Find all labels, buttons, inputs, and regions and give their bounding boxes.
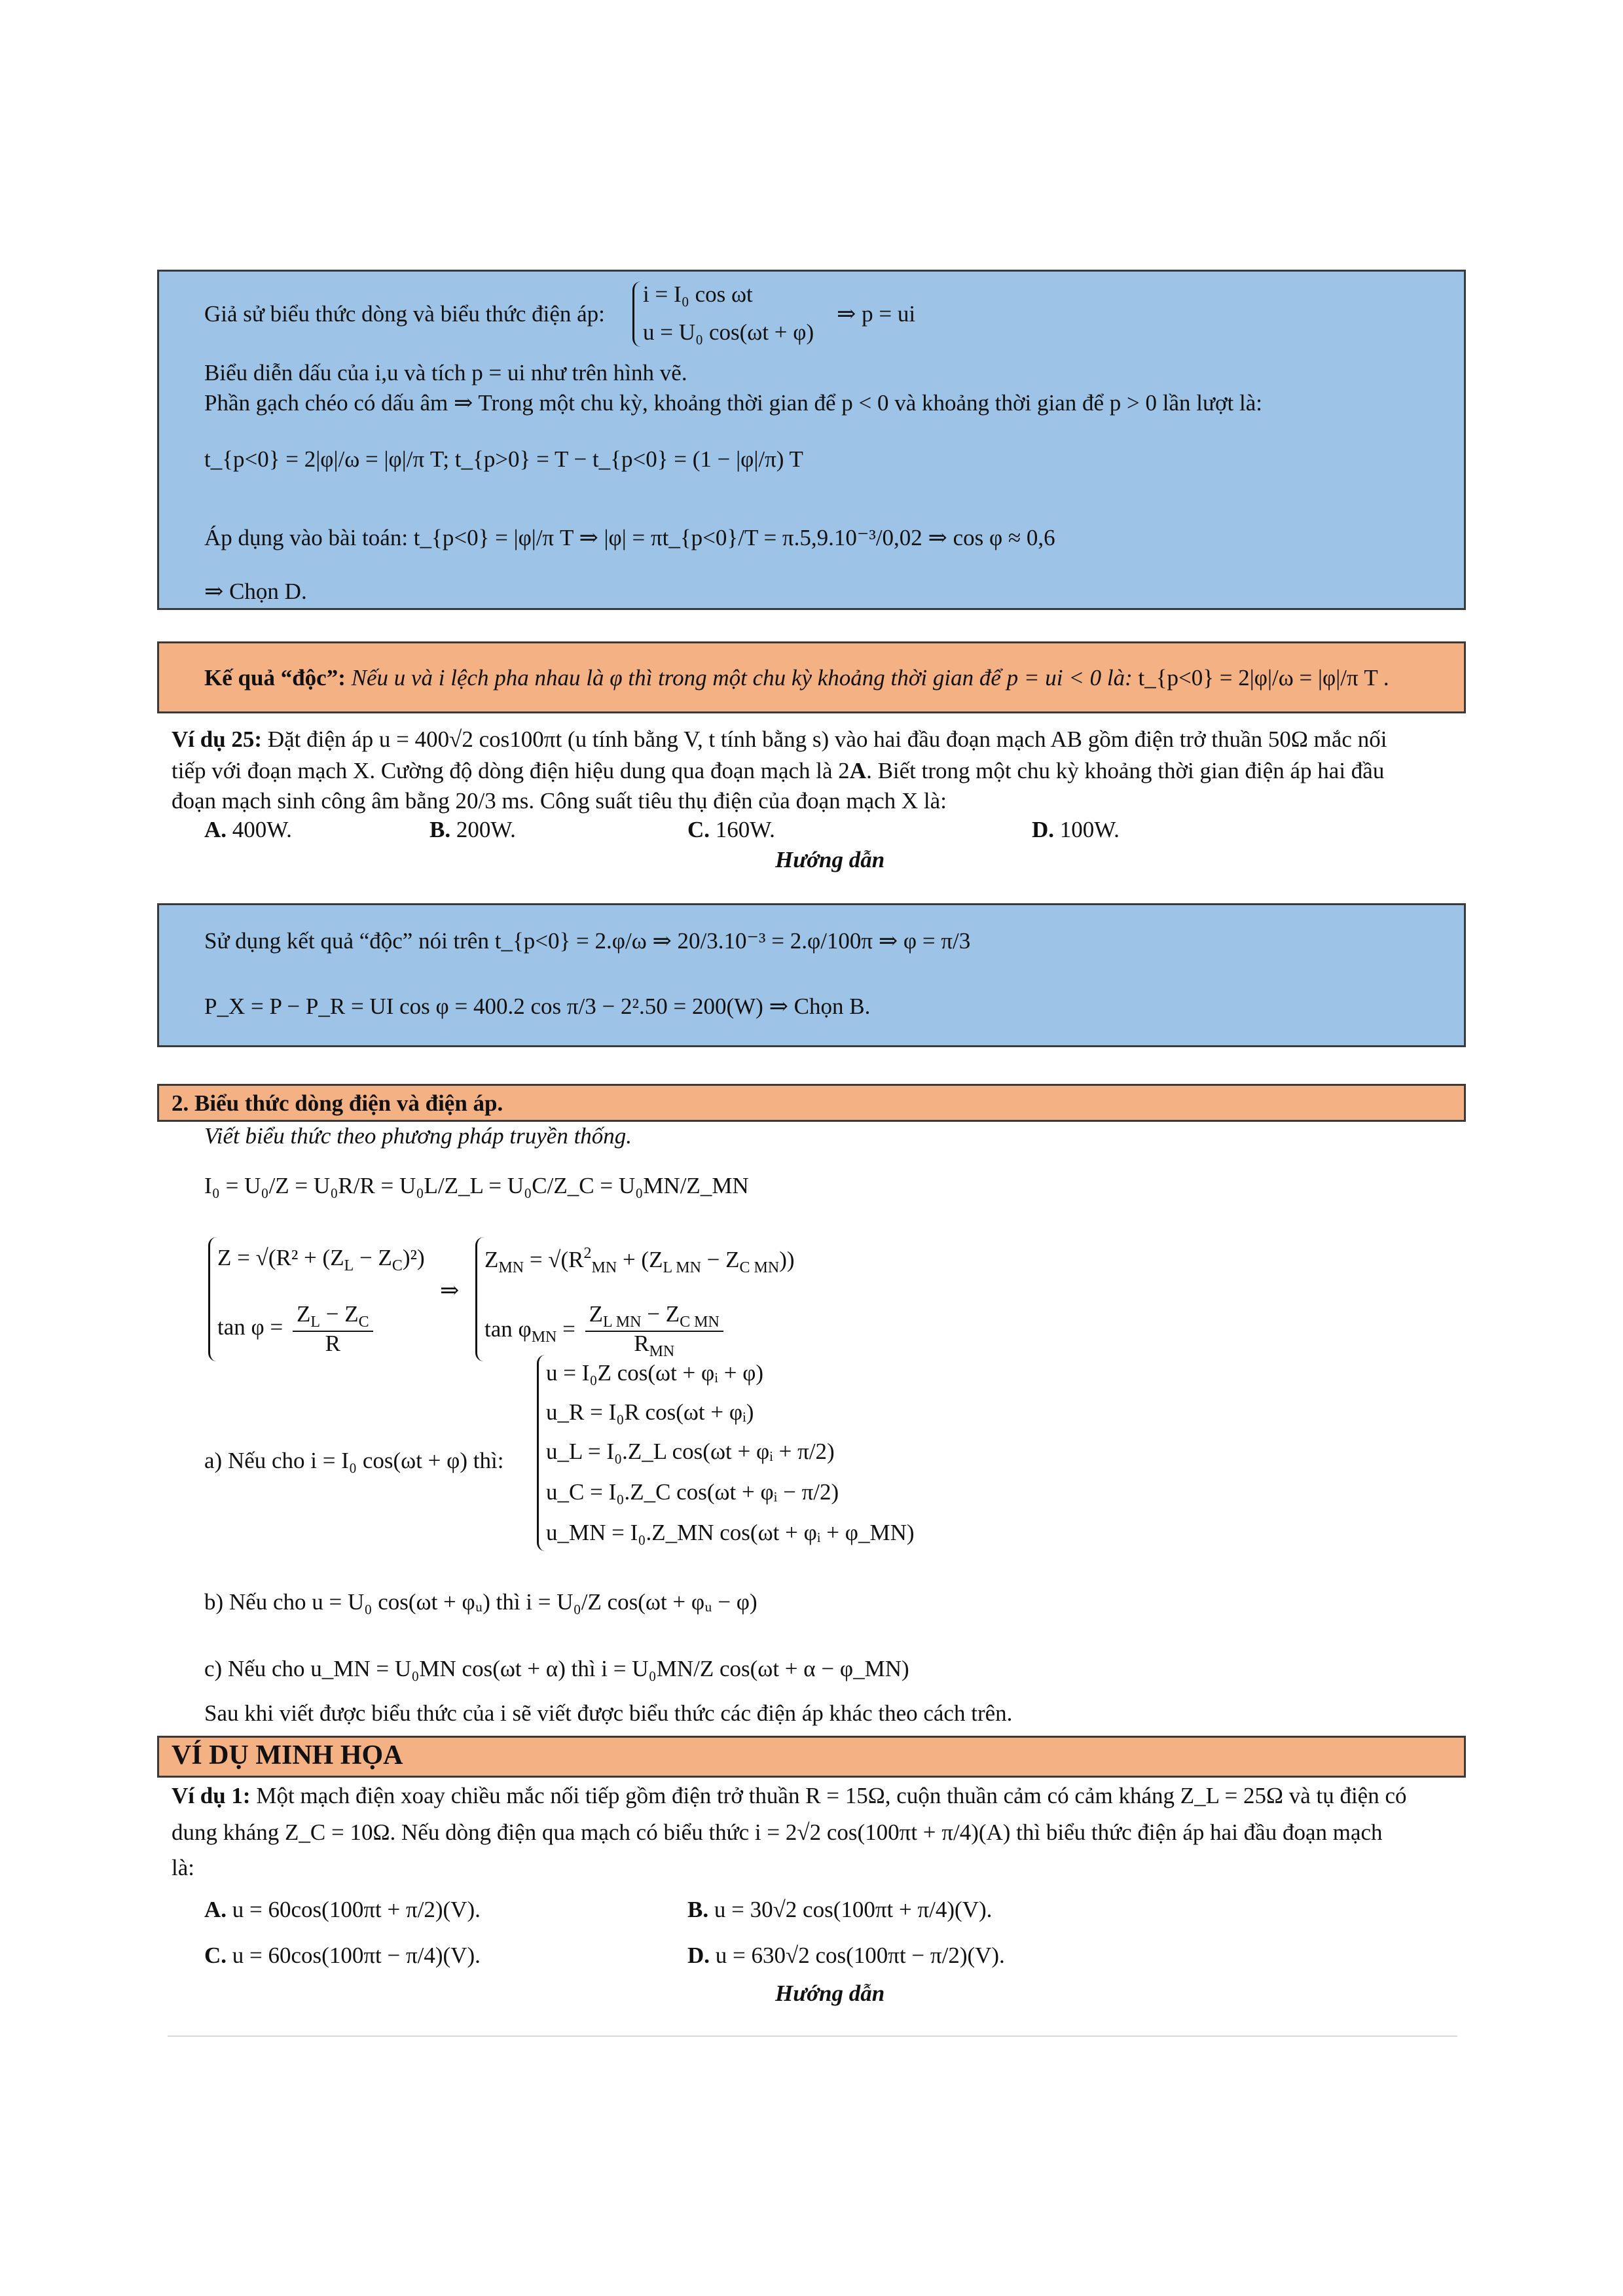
box1-line1-text: Giả sử biểu thức dòng và biểu thức điện áp: xyxy=(204,301,605,327)
result-box-content xyxy=(204,664,1389,692)
vd25-text2c: . Biết trong một chu kỳ khoảng thời gian điện áp hai đầu xyxy=(866,758,1385,783)
vd25-option-b: B. 200W. xyxy=(429,817,516,842)
vd25-guide: Hướng dẫn xyxy=(775,847,885,872)
box1-line2: Biểu diễn dấu của i,u và tích p = ui như trên hình vẽ. xyxy=(204,360,687,386)
section2-intro: Viết biểu thức theo phương pháp truyền thống. xyxy=(204,1123,632,1149)
box3-line2: P_X = P − P_R = UI cos φ = 400.2 cos π/3 − 2².50 = 200(W) ⇒ Chọn B. xyxy=(204,994,871,1019)
vd25-text1: Đặt điện áp u = 400√2 cos100πt (u tính bằng V, t tính bằng s) vào hai đầu đoạn mạch AB gồm điện trở thuần 50Ω mắc nối xyxy=(267,726,1387,752)
vd1-line1: Ví dụ 1: Một mạch điện xoay chiều mắc nối tiếp gồm điện trở thuần R = 15Ω, cuộn thuần cảm có cảm kháng Z_L = 25Ω và tụ điện có xyxy=(172,1783,1407,1808)
vd1-line3: là: xyxy=(172,1855,194,1880)
section2-heading: 2. Biểu thức dòng điện và điện áp. xyxy=(172,1090,503,1116)
case-a-text: a) Nếu cho i = I₀ cos(ωt + φ) thì: xyxy=(204,1448,504,1473)
case-a-line1: u = I₀Z cos(ωt + φᵢ + φ) xyxy=(546,1360,764,1386)
box1-system-eq2: u = U₀ cos(ωt + φ) xyxy=(643,319,814,345)
result-formula: t_{p<0} = 2|φ|/ω = |φ|/π T . xyxy=(1138,665,1389,691)
vd1-option-a: A. u = 60cos(100πt + π/2)(V). xyxy=(204,1897,481,1922)
impedance-tan: tan φ = $\frac{Z_L - Z_C}{R}$ xyxy=(217,1302,377,1356)
vd1-option-d: D. u = 630√2 cos(100πt − π/2)(V). xyxy=(687,1943,1005,1968)
impedance-arrow: ⇒ xyxy=(440,1278,460,1303)
case-a-line2: u_R = I₀R cos(ωt + φᵢ) xyxy=(546,1399,754,1425)
box1-line5-formula: Áp dụng vào bài toán: t_{p<0} = |φ|/π T ⇒ |φ| = πt_{p<0}/T = π.5,9.10⁻³/0,02 ⇒ cos φ ≈ 0,6 xyxy=(204,525,1055,550)
box1-line1-result: ⇒ p = ui xyxy=(837,301,916,327)
box1-line3: Phần gạch chéo có dấu âm ⇒ Trong một chu kỳ, khoảng thời gian để p < 0 và khoảng thời gian để p > 0 lần lượt là: xyxy=(204,390,1262,416)
vd1-line2: dung kháng Z_C = 10Ω. Nếu dòng điện qua mạch có biểu thức i = 2√2 cos(100πt + π/4)(A) thì biểu thức điện áp hai đầu đoạn mạch xyxy=(172,1820,1383,1845)
case-a-line4: u_C = I₀.Z_C cos(ωt + φᵢ − π/2) xyxy=(546,1479,839,1505)
case-a-brace xyxy=(537,1355,545,1551)
impedance-brace-right xyxy=(475,1237,484,1361)
vd1-option-c: C. u = 60cos(100πt − π/4)(V). xyxy=(204,1943,481,1968)
case-a-line5: u_MN = I₀.Z_MN cos(ωt + φᵢ + φ_MN) xyxy=(546,1520,915,1545)
box1-line6-answer: ⇒ Chọn D. xyxy=(204,579,307,604)
vd25-line3: đoạn mạch sinh công âm bằng 20/3 ms. Công suất tiêu thụ điện của đoạn mạch X là: xyxy=(172,788,947,814)
vd1-guide: Hướng dẫn xyxy=(775,1981,885,2006)
box3-line1: Sử dụng kết quả “độc” nói trên t_{p<0} = 2.φ/ω ⇒ 20/3.10⁻³ = 2.φ/100π ⇒ φ = π/3 xyxy=(204,928,971,954)
section2-eq-i0: I₀ = U₀/Z = U₀R/R = U₀L/Z_L = U₀C/Z_C = U₀MN/Z_MN xyxy=(204,1173,749,1198)
vd25-label: Ví dụ 25: xyxy=(172,726,263,752)
impedance-tanmn: $\tan \varphi_{MN}$ = $\frac{Z_{L MN} - Z_{C MN}}{R_{MN}}$ xyxy=(484,1302,727,1360)
bottom-divider xyxy=(168,2036,1457,2037)
solution-box-2 xyxy=(157,903,1466,1047)
examples-heading: VÍ DỤ MINH HỌA xyxy=(172,1740,403,1770)
impedance-brace-left xyxy=(208,1237,217,1361)
impedance-zmn: $Z_{MN} = √(R^2_{MN} + (Z_{L MN} - Z_{C MN}))$ xyxy=(484,1245,795,1276)
result-text: Nếu u và i lệch pha nhau là φ thì trong một chu kỳ khoảng thời gian để p = ui < 0 là: xyxy=(351,665,1133,691)
vd25-line1 xyxy=(172,725,1387,754)
case-c: c) Nếu cho u_MN = U₀MN cos(ωt + α) thì i = U₀MN/Z cos(ωt + α − φ_MN) xyxy=(204,1656,909,1681)
box1-system-brace xyxy=(632,281,641,347)
vd25-option-d: D. 100W. xyxy=(1032,817,1120,842)
case-b: b) Nếu cho u = U₀ cos(ωt + φᵤ) thì i = U₀/Z cos(ωt + φᵤ − φ) xyxy=(204,1589,757,1615)
vd25-line2 xyxy=(172,757,1384,785)
section2-after: Sau khi viết được biểu thức của i sẽ viết được biểu thức các điện áp khác theo cách trên. xyxy=(204,1700,1013,1726)
vd1-option-b: B. u = 30√2 cos(100πt + π/4)(V). xyxy=(687,1897,993,1922)
case-a-line3: u_L = I₀.Z_L cos(ωt + φᵢ + π/2) xyxy=(546,1439,835,1464)
vd25-text2b: A xyxy=(849,758,867,783)
vd25-text2a: tiếp với đoạn mạch X. Cường độ dòng điện hiệu dung qua đoạn mạch là 2 xyxy=(172,758,850,783)
vd25-option-c: C. 160W. xyxy=(687,817,775,842)
vd25-option-a: A. 400W. xyxy=(204,817,292,842)
result-label: Kế quả “độc”: xyxy=(204,665,346,691)
box1-system-eq1: i = I₀ cos ωt xyxy=(643,281,753,307)
box1-line4-formula: t_{p<0} = 2|φ|/ω = |φ|/π T; t_{p>0} = T − t_{p<0} = (1 − |φ|/π) T xyxy=(204,446,803,472)
impedance-z: $Z = √(R^2 + (Z_L - Z_C)^2)$ xyxy=(217,1245,425,1274)
